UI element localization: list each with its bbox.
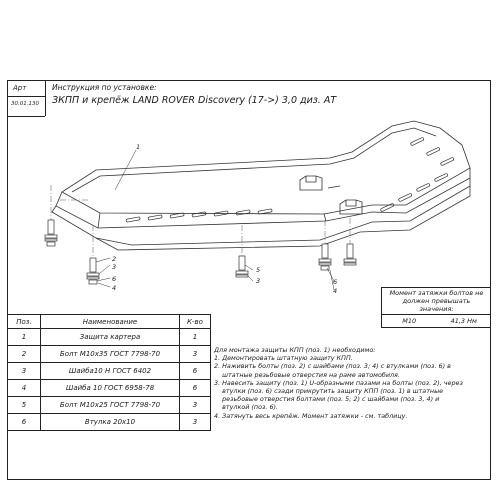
pos-cell: 2 (8, 346, 41, 363)
note-line: 3. Навесить защиту (поз. 1) U-образными пазами на болты (поз. 2), через (214, 378, 463, 387)
table-row (8, 414, 211, 431)
pos-cell: 1 (8, 329, 41, 346)
note-line: резьбовые отверстия болтами (поз. 5; 2) с шайбами (поз. 3, 4) и (214, 395, 440, 404)
header-name: Наименование (41, 315, 180, 329)
table-row (8, 346, 211, 363)
note-line: штатные резьбовые отверстия на раме автомобиля. (214, 370, 400, 379)
header-qty: К-во (180, 315, 211, 329)
bolt-stack-right (319, 244, 331, 270)
pos-cell: 5 (8, 397, 41, 414)
callout-3b: 3 (256, 277, 261, 285)
callout-6b: 6 (333, 278, 338, 286)
callout-5: 5 (256, 266, 261, 274)
callout-4b: 4 (333, 287, 338, 295)
name-cell: Шайба 10 ГОСТ 6958-78 (41, 380, 180, 397)
note-line: 4. Затянуть весь крепёж. Момент затяжки - см. таблицу. (214, 411, 408, 420)
table-row (8, 397, 211, 414)
table-row (8, 329, 211, 346)
torque-header-line: Момент затяжки болтов не (389, 289, 484, 297)
torque-header (382, 288, 491, 315)
pos-cell: 3 (8, 363, 41, 380)
pos-cell: 6 (8, 414, 41, 431)
name-cell: Шайба10 Н ГОСТ 6402 (41, 363, 180, 380)
qty-cell: 3 (180, 397, 211, 414)
callout-1: 1 (136, 143, 141, 151)
bolt-stack-left (45, 220, 57, 246)
qty-cell: 6 (180, 380, 211, 397)
skid-plate-outline (52, 121, 470, 250)
torque-header-line: должен превышать (402, 297, 471, 305)
art-label: Арт (13, 84, 27, 92)
note-line: 1. Демонтировать штатную защиту КПП. (214, 354, 353, 363)
parts-table-header (8, 315, 211, 329)
bolt-stack-center (236, 256, 248, 277)
qty-cell: 3 (180, 346, 211, 363)
torque-header-line: значения: (419, 305, 454, 313)
name-cell: Болт М10х25 ГОСТ 7798-70 (41, 397, 180, 414)
bolt-stack-right-rear (344, 244, 356, 265)
name-cell: Втулка 20х10 (41, 414, 180, 431)
product-title: ЗКПП и крепёж LAND ROVER Discovery (17->) 3,0 диз. АТ (52, 95, 337, 106)
callout-4: 4 (112, 284, 117, 292)
note-line: втулки (поз. 6) сзади прикрутить защиту КПП (поз. 1) в штатные (214, 387, 444, 396)
table-row (8, 363, 211, 380)
callout-3: 3 (112, 263, 117, 271)
callout-2: 2 (112, 255, 117, 263)
note-line: Для монтажа защиты КПП (поз. 1) необходимо: (214, 346, 376, 354)
name-cell: Защита картера (41, 329, 180, 346)
torque-bolt: М10 (402, 317, 417, 325)
callout-6: 6 (112, 275, 117, 283)
note-line: втулкой (поз. 6). (214, 403, 279, 412)
qty-cell: 6 (180, 363, 211, 380)
art-number: 30.01.130 (11, 101, 39, 107)
pos-cell: 4 (8, 380, 41, 397)
header-pos: Поз. (8, 315, 41, 329)
qty-cell: 3 (180, 414, 211, 431)
table-row (8, 380, 211, 397)
parts-table (7, 314, 211, 431)
installation-notes (214, 346, 489, 420)
qty-cell: 1 (180, 329, 211, 346)
instruction-title: Инструкция по установке: (52, 83, 157, 92)
torque-value: 41,3 Нм (450, 317, 477, 325)
torque-row (382, 315, 491, 327)
note-line: 2. Наживить болты (поз. 2) с шайбами (поз. 3; 4) с втулками (поз. 6) в (214, 362, 451, 371)
leader-lines (96, 150, 334, 290)
torque-table (381, 287, 491, 328)
hardware-stacks (45, 220, 356, 284)
name-cell: Болт М10х35 ГОСТ 7798-70 (41, 346, 180, 363)
